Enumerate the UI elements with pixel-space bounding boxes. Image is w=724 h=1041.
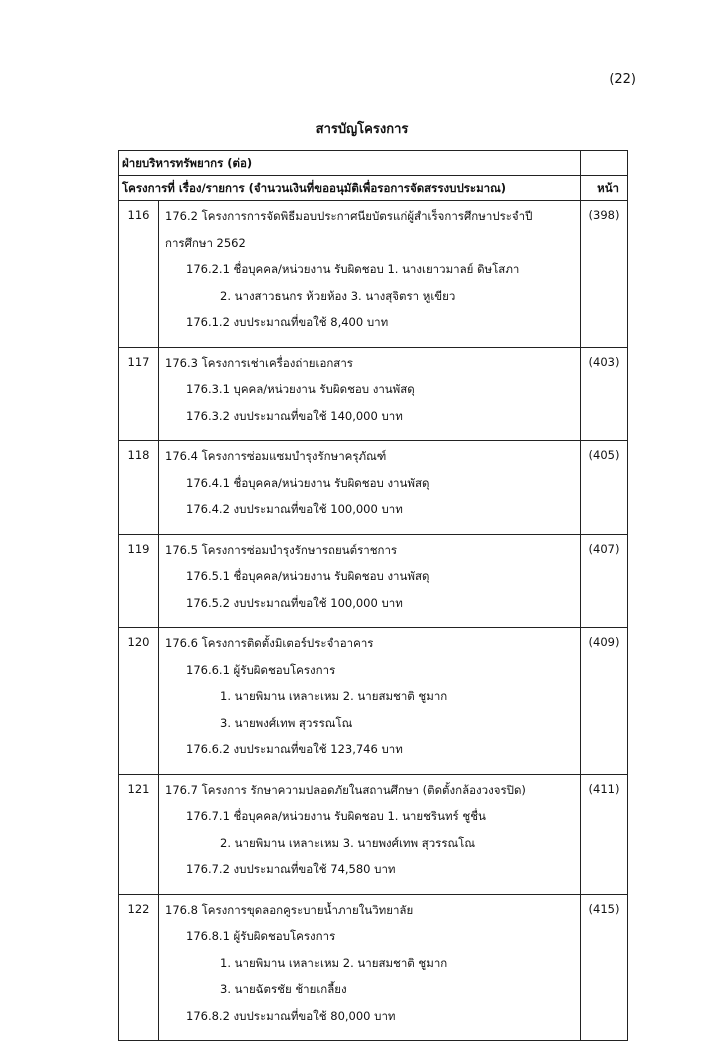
project-row [119, 628, 628, 775]
project-detail-line: 176.6.2 งบประมาณที่ขอใช้ 123,746 บาท [186, 742, 403, 756]
project-number: 119 [119, 534, 159, 628]
project-title-line: 176.4 โครงการซ่อมแซมบำรุงรักษาครุภัณฑ์ [165, 449, 387, 463]
project-number: 116 [119, 201, 159, 348]
project-detail-line: 1. นายพิมาน เหลาะเหม 2. นายสมชาติ ชูมาก [220, 955, 448, 970]
project-detail-line: 176.6.1 ผู้รับผิดชอบโครงการ [186, 662, 336, 677]
project-detail-line: 2. นางสาวธนกร ห้วยห้อง 3. นางสุจิตรา หูเขียว [220, 288, 456, 303]
project-details [159, 441, 581, 535]
project-detail-line: 176.3.2 งบประมาณที่ขอใช้ 140,000 บาท [186, 408, 403, 423]
project-detail-line: 2. นายพิมาน เหลาะเหม 3. นายพงศ์เทพ สุวรรณโณ [220, 835, 476, 850]
project-title-line: 176.2 โครงการการจัดพิธีมอบประกาศนียบัตรแก่ผู้สำเร็จการศึกษาประจำปี [165, 209, 533, 223]
section-header: ฝ่ายบริหารทรัพยากร (ต่อ) [119, 151, 581, 176]
project-row [119, 534, 628, 628]
project-detail-line: 3. นายพงศ์เทพ สุวรรณโณ [220, 715, 353, 730]
project-number: 120 [119, 628, 159, 775]
project-number: 122 [119, 894, 159, 1041]
project-details [159, 534, 581, 628]
column-header: โครงการที่ เรื่อง/รายการ (จำนวนเงินที่ขออนุมัติเพื่อรอการจัดสรรงบประมาณ) [119, 176, 581, 201]
column-header-row [119, 176, 628, 201]
project-details [159, 347, 581, 441]
project-detail-line: 176.7.1 ชื่อบุคคล/หน่วยงาน รับผิดชอบ 1. นายชรินทร์ ชูชื่น [186, 809, 486, 823]
project-row [119, 347, 628, 441]
project-detail-line: 176.7.2 งบประมาณที่ขอใช้ 74,580 บาท [186, 862, 396, 876]
section-header-page-cell [581, 151, 628, 176]
project-index-table [118, 150, 628, 1041]
project-title-line: 176.8 โครงการขุดลอกคูระบายน้ำภายในวิทยาลัย [165, 902, 414, 917]
project-detail-line: 176.4.2 งบประมาณที่ขอใช้ 100,000 บาท [186, 502, 403, 516]
project-title-line: 176.5 โครงการซ่อมบำรุงรักษารถยนต์ราชการ [165, 542, 398, 557]
project-detail-line: 176.4.1 ชื่อบุคคล/หน่วยงาน รับผิดชอบ งานพัสดุ [186, 475, 430, 490]
page-number: (22) [609, 72, 636, 87]
column-header-page: หน้า [581, 176, 628, 201]
project-details [159, 774, 581, 894]
project-page-ref: (405) [581, 441, 628, 535]
project-detail-line: 176.1.2 งบประมาณที่ขอใช้ 8,400 บาท [186, 315, 389, 329]
document-title: สารบัญโครงการ [315, 122, 409, 137]
project-detail-line: 176.2.1 ชื่อบุคคล/หน่วยงาน รับผิดชอบ 1. นางเยาวมาลย์ ดิษโสภา [186, 262, 520, 276]
section-header-row [119, 151, 628, 176]
project-detail-line: 176.3.1 บุคคล/หน่วยงาน รับผิดชอบ งานพัสดุ [186, 382, 415, 396]
project-row [119, 201, 628, 348]
project-number: 118 [119, 441, 159, 535]
project-title-line: 176.7 โครงการ รักษาความปลอดภัยในสถานศึกษา (ติดตั้งกล้องวงจรปิด) [165, 782, 526, 797]
project-detail-line: 176.8.1 ผู้รับผิดชอบโครงการ [186, 929, 336, 943]
project-detail-line: 176.5.1 ชื่อบุคคล/หน่วยงาน รับผิดชอบ งานพัสดุ [186, 569, 430, 583]
project-detail-line: 176.5.2 งบประมาณที่ขอใช้ 100,000 บาท [186, 595, 403, 610]
project-page-ref: (409) [581, 628, 628, 775]
project-detail-line: 176.8.2 งบประมาณที่ขอใช้ 80,000 บาท [186, 1008, 396, 1023]
project-detail-line: 3. นายฉัตรชัย ช้ายเกลี้ยง [220, 982, 347, 996]
project-number: 117 [119, 347, 159, 441]
project-page-ref: (403) [581, 347, 628, 441]
project-title-line: 176.3 โครงการเช่าเครื่องถ่ายเอกสาร [165, 355, 353, 370]
project-details [159, 894, 581, 1041]
project-row [119, 774, 628, 894]
project-row [119, 894, 628, 1041]
project-details [159, 628, 581, 775]
project-page-ref: (411) [581, 774, 628, 894]
project-number: 121 [119, 774, 159, 894]
project-details [159, 201, 581, 348]
project-row [119, 441, 628, 535]
project-page-ref: (398) [581, 201, 628, 348]
project-page-ref: (407) [581, 534, 628, 628]
project-title-line: การศึกษา 2562 [165, 235, 246, 250]
project-title-line: 176.6 โครงการติดตั้งมิเตอร์ประจำอาคาร [165, 636, 374, 650]
project-page-ref: (415) [581, 894, 628, 1041]
project-detail-line: 1. นายพิมาน เหลาะเหม 2. นายสมชาติ ชูมาก [220, 689, 448, 703]
